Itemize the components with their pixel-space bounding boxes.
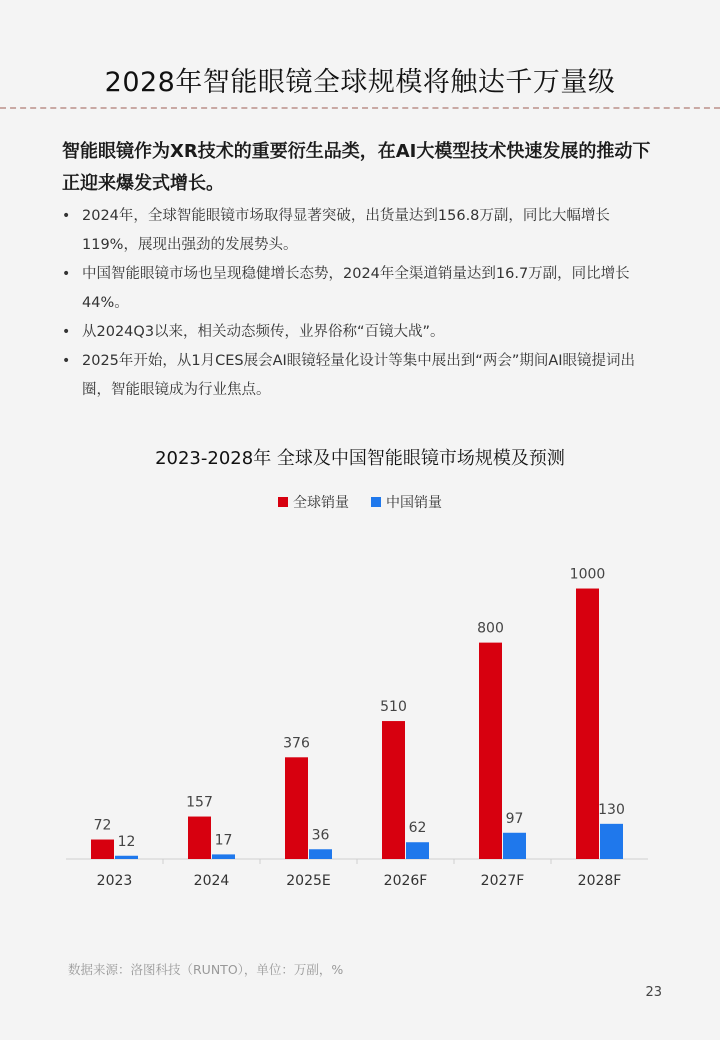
bullet-list xyxy=(62,202,662,405)
x-tick-label: 2026F xyxy=(383,873,428,889)
bar-chart xyxy=(0,540,720,910)
data-label-global: 376 xyxy=(283,735,310,752)
data-label-global: 72 xyxy=(93,817,112,834)
bar-china xyxy=(600,824,623,859)
legend-swatch-china xyxy=(371,497,381,507)
x-tick-label: 2024 xyxy=(193,873,230,889)
bar-global xyxy=(91,840,114,859)
bar-china xyxy=(406,842,429,859)
page-title: 2028年智能眼镜全球规模将触达千万量级 xyxy=(104,67,616,98)
data-label-china: 12 xyxy=(117,833,136,850)
x-tick-label: 2023 xyxy=(96,873,133,889)
bullet-item xyxy=(62,202,662,260)
bullet-text: 中国智能眼镜市场也呈现稳健增长态势，2024年全渠道销量达到16.7万副，同比增长44%。 xyxy=(82,266,630,311)
legend-label-china: 中国销量 xyxy=(386,495,442,511)
data-label-china: 36 xyxy=(311,827,330,844)
bar-global xyxy=(285,757,308,859)
title-divider xyxy=(0,107,720,109)
legend-item-china xyxy=(371,492,442,512)
bar-china xyxy=(115,856,138,859)
bar-global xyxy=(576,589,599,859)
bar-global xyxy=(479,643,502,859)
data-label-china: 62 xyxy=(408,820,427,837)
data-label-china: 97 xyxy=(505,810,524,827)
x-tick-label: 2025E xyxy=(286,873,331,889)
x-tick-label: 2027F xyxy=(480,873,525,889)
data-label-china: 130 xyxy=(598,801,625,818)
bar-china xyxy=(212,854,235,859)
bullet-item xyxy=(62,347,662,405)
bar-china xyxy=(309,849,332,859)
bullet-item xyxy=(62,318,662,347)
data-label-global: 800 xyxy=(477,620,504,637)
data-label-global: 510 xyxy=(380,699,407,716)
legend-label-global: 全球销量 xyxy=(293,495,349,511)
bullet-text: 2024年，全球智能眼镜市场取得显著突破，出货量达到156.8万副，同比大幅增长119%，展现出强劲的发展势头。 xyxy=(82,208,610,253)
bullet-text: 2025年开始，从1月CES展会AI眼镜轻量化设计等集中展出到“两会”期间AI眼镜提词出圈，智能眼镜成为行业焦点。 xyxy=(82,353,636,398)
chart-title: 2023-2028年 全球及中国智能眼镜市场规模及预测 xyxy=(155,448,565,469)
bullet-text: 从2024Q3以来，相关动态频传，业界俗称“百镜大战”。 xyxy=(82,324,445,340)
data-source-note: 数据来源：洛图科技（RUNTO），单位：万副，% xyxy=(68,962,344,977)
data-label-china: 17 xyxy=(214,832,233,849)
bullet-dot-icon: • xyxy=(62,324,71,340)
legend-item-global xyxy=(278,492,349,512)
data-label-global: 157 xyxy=(186,794,213,811)
chart-legend xyxy=(0,492,720,512)
bullet-dot-icon: • xyxy=(62,208,71,224)
bullet-item xyxy=(62,260,662,318)
bar-global xyxy=(382,721,405,859)
bullet-dot-icon: • xyxy=(62,353,71,369)
bar-global xyxy=(188,817,211,859)
legend-swatch-global xyxy=(278,497,288,507)
intro-paragraph: 智能眼镜作为XR技术的重要衍生品类，在AI大模型技术快速发展的推动下正迎来爆发式增长。 xyxy=(62,141,651,194)
bullet-dot-icon: • xyxy=(62,266,71,282)
page-number: 23 xyxy=(645,985,662,1000)
x-tick-label: 2028F xyxy=(577,873,622,889)
data-label-global: 1000 xyxy=(569,566,606,583)
bar-china xyxy=(503,833,526,859)
